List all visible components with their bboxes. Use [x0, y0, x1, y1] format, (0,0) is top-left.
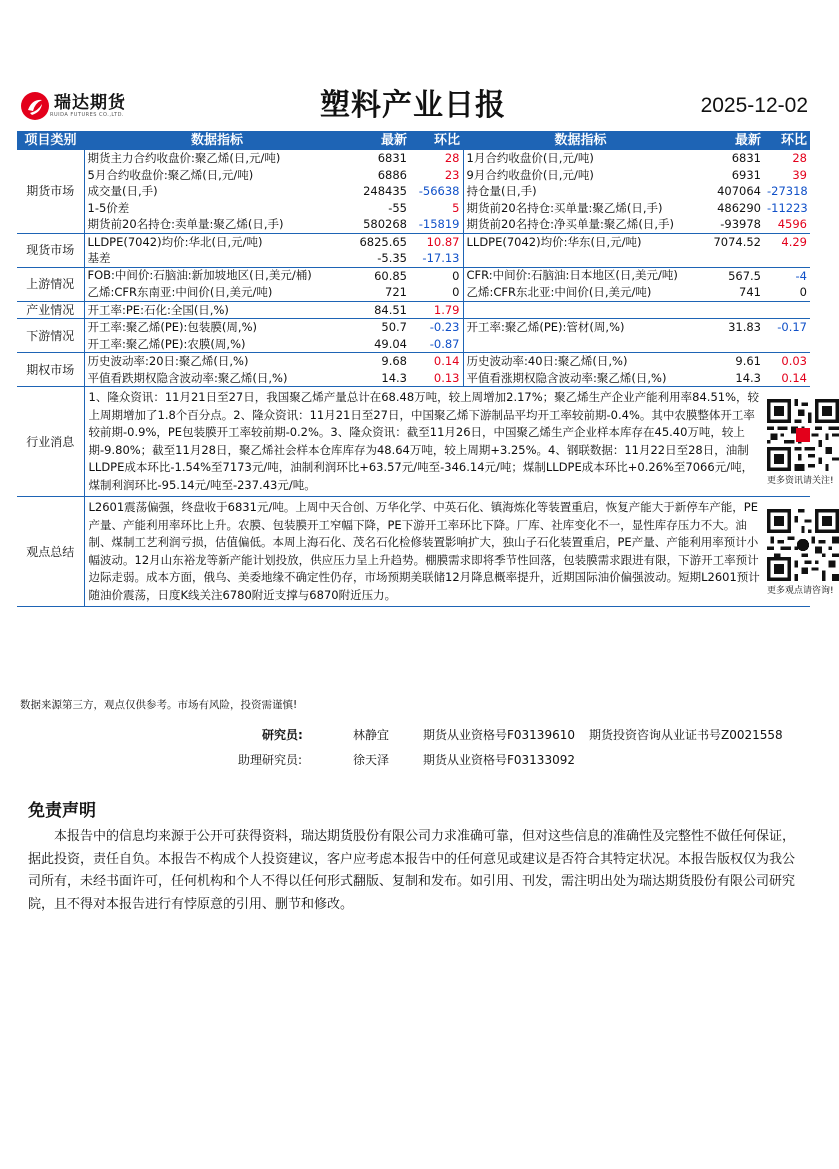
indicator-name: 开工率:PE:石化:全国(日,%): [84, 301, 350, 319]
qr-code-icon: [767, 509, 839, 581]
latest-value: 6831: [377, 151, 407, 166]
assistant-name: 徐天泽: [353, 753, 390, 767]
indicator-name: 乙烯:CFR东北亚:中间价(日,美元/吨): [466, 285, 652, 300]
indicator-name: LLDPE(7042)均价:华东(日,元/吨): [463, 233, 698, 250]
indicator-name: 开工率:聚乙烯(PE):包装膜(周,%): [84, 319, 350, 336]
qr-caption: 更多资讯请关注!: [767, 475, 834, 486]
report-date: 2025-12-02: [700, 94, 808, 117]
researcher-name: 林静宜: [353, 728, 390, 742]
header-category: 项目类别: [17, 131, 84, 150]
table-row: [17, 336, 810, 353]
latest-value: 407064: [717, 184, 761, 199]
empty-cell: [698, 336, 764, 353]
indicator-name: 历史波动率:20日:聚乙烯(日,%): [84, 353, 350, 370]
change-value: 0.13: [410, 370, 463, 387]
indicator-name: 历史波动率:40日:聚乙烯(日,%): [463, 353, 698, 370]
latest-value: 60.85: [350, 267, 410, 284]
table-row: [17, 497, 810, 607]
latest-value: 6886: [377, 167, 407, 182]
change-value: -15819: [410, 216, 463, 233]
category-futures: 期货市场: [17, 150, 84, 233]
change-value: 28: [792, 151, 807, 166]
change-value: -17.13: [410, 250, 463, 267]
change-value: 0: [799, 285, 807, 300]
change-value: -4: [764, 267, 810, 284]
table-row: [17, 301, 810, 319]
latest-value: 31.83: [698, 319, 764, 336]
change-value: 23: [410, 167, 463, 184]
indicator-name: LLDPE(7042)均价:华北(日,元/吨): [84, 233, 350, 250]
change-value: 28: [410, 150, 463, 167]
category-view: 观点总结: [17, 497, 84, 607]
latest-value: -93978: [720, 217, 761, 232]
latest-value: 741: [739, 285, 761, 300]
header-change: 环比: [410, 131, 463, 150]
change-value: 0: [410, 267, 463, 284]
indicator-name: 期货前20名持仓:买单量:聚乙烯(日,手): [466, 200, 663, 215]
table-row: [17, 183, 810, 200]
indicator-name: 平值看跌期权隐含波动率:聚乙烯(日,%): [87, 370, 288, 385]
indicator-name: 期货主力合约收盘价:聚乙烯(日,元/吨): [87, 151, 281, 166]
change-value: -0.23: [410, 319, 463, 336]
empty-cell: [698, 301, 764, 319]
header-indicator-right: 数据指标: [463, 131, 698, 150]
indicator-name: 1月合约收盘价(日,元/吨): [466, 151, 594, 166]
empty-cell: [764, 250, 810, 267]
latest-value: 9.61: [698, 353, 764, 370]
indicator-name: 1-5价差: [87, 200, 130, 215]
indicator-name: 持仓量(日,手): [466, 184, 537, 199]
header-change-right: 环比: [764, 131, 810, 150]
indicator-name: FOB:中间价:石脑油:新加坡地区(日,美元/桶): [84, 267, 350, 284]
latest-value: 248435: [363, 184, 407, 199]
latest-value: 84.51: [350, 301, 410, 319]
indicator-name: 平值看涨期权隐含波动率:聚乙烯(日,%): [466, 370, 667, 385]
report-title: 塑料产业日报: [320, 88, 506, 123]
latest-value: 6931: [731, 167, 761, 182]
indicator-name: 乙烯:CFR东南亚:中间价(日,美元/吨): [87, 285, 273, 300]
news-qr-cell: [764, 387, 834, 497]
latest-value: 14.3: [735, 370, 761, 385]
indicator-name: 9月合约收盘价(日,元/吨): [466, 167, 594, 182]
category-industry: 产业情况: [17, 301, 84, 319]
category-upstream: 上游情况: [17, 267, 84, 301]
change-value: 10.87: [410, 233, 463, 250]
latest-value: 50.7: [350, 319, 410, 336]
qr-code-icon: [767, 399, 839, 471]
indicator-name: CFR:中间价:石脑油:日本地区(日,美元/吨): [463, 267, 698, 284]
latest-value: 486290: [717, 200, 761, 215]
latest-value: 49.04: [374, 336, 407, 351]
change-value: 0.03: [764, 353, 810, 370]
table-row: [17, 233, 810, 250]
researcher-consult-license: 期货投资咨询从业证书号Z0021558: [589, 728, 783, 742]
change-value: 39: [792, 167, 807, 182]
empty-cell: [698, 250, 764, 267]
table-header-row: [17, 131, 810, 150]
empty-cell: [764, 336, 810, 353]
qr-caption: 更多观点请咨询!: [767, 585, 834, 596]
latest-value: 580268: [363, 217, 407, 232]
latest-value: 567.5: [698, 267, 764, 284]
category-downstream: 下游情况: [17, 319, 84, 353]
view-text: L2601震荡偏强，终盘收于6831元/吨。上周中天合创、万华化学、中英石化、镇海炼化等装置重启，恢复产能大于新停车产能，PE产量、产能利用率环比上升。农膜、包装膜开工窄幅下降，PE下游开工率环比下降。厂库、社库变化不一，显性库存压力不大。油制、煤制工艺利润亏损，估值偏低。本周上海石化、茂名石化检修装置影响扩大，独山子石化装置重启，PE产量、产能利用率预计小幅波动。12月山东裕龙等新产能计划投放，供应压力呈上升趋势。棚膜需求即将季节性回落，包装膜需求跟进有限，下游开工率预计边际走弱。成本方面，俄乌、美委地缘不确定性仍存，市场预期美联储12月降息概率提升，近期国际油价偏强波动。短期L2601预计随油价震荡，日度K线关注6780附近支撑与6870附近压力。: [84, 497, 764, 607]
latest-value: 721: [385, 285, 407, 300]
logo-text: 瑞达期货: [54, 93, 126, 113]
latest-value: -5.35: [377, 251, 407, 266]
empty-cell: [463, 250, 698, 267]
header-latest-right: 最新: [698, 131, 764, 150]
empty-cell: [463, 301, 698, 319]
header-indicator: 数据指标: [84, 131, 350, 150]
latest-value: 6831: [731, 151, 761, 166]
data-table: [17, 131, 834, 607]
view-qr-cell: [764, 497, 834, 607]
header-latest: 最新: [350, 131, 410, 150]
logo-subtext: RUIDA FUTURES CO.,LTD.: [50, 112, 125, 118]
change-value: 0.14: [781, 370, 807, 385]
table-row: [17, 284, 810, 301]
indicator-name: 期货前20名持仓:卖单量:聚乙烯(日,手): [87, 217, 284, 232]
change-value: 4.29: [764, 233, 810, 250]
table-row: [17, 267, 810, 284]
change-value: 4596: [777, 217, 807, 232]
latest-value: 7074.52: [698, 233, 764, 250]
change-value: -56638: [410, 183, 463, 200]
researcher-label: 研究员:: [262, 728, 303, 742]
disclaimer-text: 本报告中的信息均来源于公开可获得资料，瑞达期货股份有限公司力求准确可靠，但对这些信息的准确性及完整性不做任何保证，据此投资，责任自负。本报告不构成个人投资建议，客户应考虑本报告中的任何意见或建议是否符合其特定状况。本报告版权仅为我公司所有，未经书面许可，任何机构和个人不得以任何形式翻版、复制和发布。如引用、刊发，需注明出处为瑞达期货股份有限公司研究院，且不得对本报告进行有悖原意的引用、删节和修改。: [28, 829, 796, 912]
change-value: 0: [410, 284, 463, 301]
indicator-name: 开工率:聚乙烯(PE):管材(周,%): [463, 319, 698, 336]
category-options: 期权市场: [17, 353, 84, 387]
table-row: [17, 250, 810, 267]
change-value: 0.14: [410, 353, 463, 370]
indicator-name: 5月合约收盘价:聚乙烯(日,元/吨): [87, 167, 254, 182]
empty-cell: [463, 336, 698, 353]
empty-cell: [764, 301, 810, 319]
change-value: 5: [410, 200, 463, 217]
change-value: -11223: [767, 200, 808, 215]
change-value: -0.17: [764, 319, 810, 336]
indicator-name: 开工率:聚乙烯(PE):农膜(周,%): [87, 336, 246, 351]
change-value: 1.79: [410, 301, 463, 319]
latest-value: -55: [388, 200, 407, 215]
table-row: [17, 200, 810, 217]
indicator-name: 基差: [87, 251, 111, 266]
table-row: [17, 387, 810, 497]
latest-value: 9.68: [350, 353, 410, 370]
table-row: [17, 167, 810, 184]
news-text: 1、隆众资讯：11月21日至27日，我国聚乙烯产量总计在68.48万吨，较上周增加2.17%；聚乙烯生产企业产能利用率84.51%，较上周期增加了1.8个百分点。2、隆众资讯：11月21日至27日，中国聚乙烯下游制品平均开工率较前期-0.4%。其中农膜整体开工率较前期-0.9%，PE包装膜开工率较前期-0.2%。3、隆众资讯：截至11月26日，中国聚乙烯生产企业样本库存在45.40万吨，较上期-9.80%；截至11月28日，聚乙烯社会样本仓库库存为48.64万吨，较上周期+3.25%。4、钢联数据：11月22日至28日，油制LLDPE成本环比-1.54%至7173元/吨，油制利润环比+63.57元/吨至-346.14元/吨；煤制LLDPE成本环比+0.26%至7066元/吨，煤制利润环比-95.14元/吨至-237.43元/吨。: [84, 387, 764, 497]
category-news: 行业消息: [17, 387, 84, 497]
data-source-note: 数据来源第三方，观点仅供参考。市场有风险，投资需谨慎!: [20, 699, 298, 711]
latest-value: 6825.65: [350, 233, 410, 250]
assistant-license: 期货从业资格号F03133092: [423, 753, 575, 767]
assistant-label: 助理研究员:: [238, 753, 303, 767]
table-row: [17, 370, 810, 387]
indicator-name: 成交量(日,手): [87, 184, 158, 199]
table-row: [17, 150, 810, 167]
table-row: [17, 353, 810, 370]
change-value: -0.87: [410, 336, 463, 353]
indicator-name: 期货前20名持仓:净买单量:聚乙烯(日,手): [466, 217, 675, 232]
latest-value: 14.3: [381, 370, 407, 385]
disclaimer-title: 免责声明: [28, 801, 96, 821]
researcher-license: 期货从业资格号F03139610: [423, 728, 575, 742]
change-value: -27318: [767, 184, 808, 199]
table-row: [17, 319, 810, 336]
category-spot: 现货市场: [17, 233, 84, 267]
table-row: [17, 216, 810, 233]
